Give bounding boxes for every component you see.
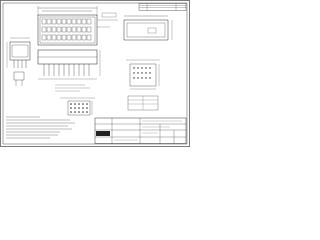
detail-view: [14, 72, 24, 86]
pcb-layout: [60, 98, 95, 115]
revision-block: [139, 4, 186, 11]
footprint-detail: [126, 60, 160, 89]
drawing-canvas: [0, 0, 190, 147]
notes-block: [6, 117, 75, 138]
title-block: [95, 118, 186, 144]
drawing-sheet: [0, 0, 190, 147]
top-view: [38, 6, 118, 45]
right-side-view: [124, 16, 172, 40]
dimension-table: [128, 96, 158, 110]
front-view: [38, 50, 100, 79]
side-view: [7, 38, 30, 68]
front-view-notes: [55, 85, 90, 91]
